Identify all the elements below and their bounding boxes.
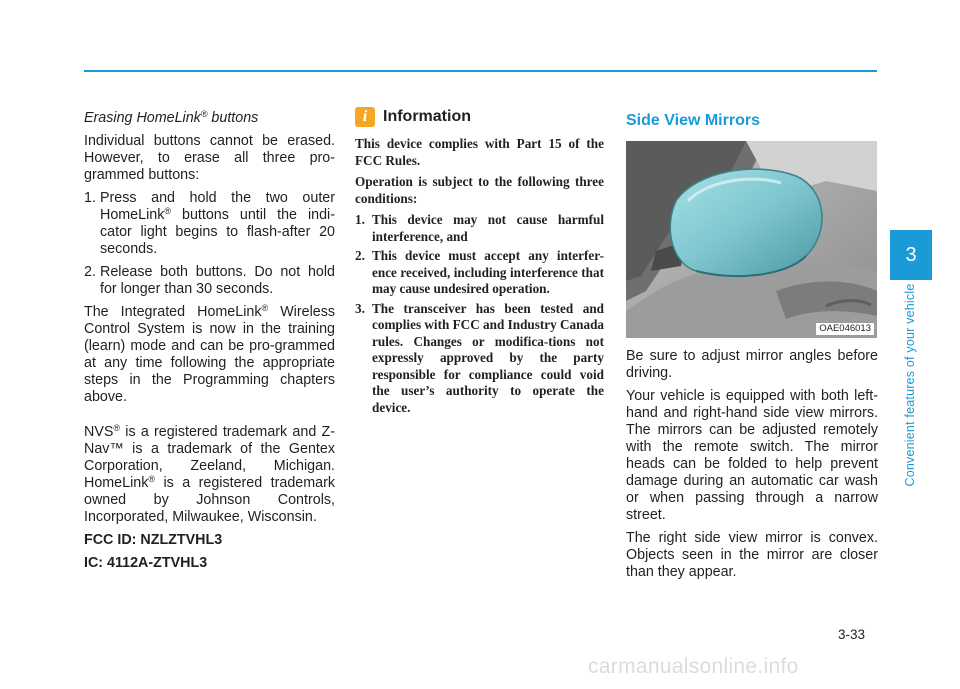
ic-id: IC: 4112A-ZTVHL3 (84, 555, 208, 571)
trademark-text-part: NVS (84, 424, 114, 440)
fcc-compliance-text: This device complies with Part 15 of the FCC Rules. (355, 136, 604, 168)
condition-number: 2. (355, 248, 365, 263)
registered-mark: ® (148, 474, 156, 484)
condition-text: This device must accept any interfer-ence received, including interference that may cause undesired operation. (372, 248, 604, 296)
information-title: Information (383, 107, 471, 125)
chapter-number-tab: 3 (890, 230, 932, 280)
step-text (100, 190, 335, 258)
side-mirror-illustration (626, 141, 877, 338)
condition-text: This device may not cause harmful interference, and (372, 212, 604, 244)
mirror-paragraph-3: The right side view mirror is convex. Objects seen in the mirror are closer than they appear. (626, 530, 878, 580)
training-paragraph (84, 304, 335, 406)
step-number: 2. (84, 264, 96, 280)
trademark-text-part: is a registered trademark owned by Johnson Controls, Incorporated, Milwaukee, Wisconsin. (84, 475, 335, 525)
training-text-part: The Integrated HomeLink (84, 304, 262, 320)
trademark-text-part: is a registered trademark and Z-Nav™ is a trademark of the Gentex Corporation, Zeeland, Michigan. HomeLink (84, 424, 335, 491)
page-number: 3-33 (838, 627, 866, 642)
registered-mark: ® (261, 303, 269, 313)
condition-number: 1. (355, 212, 365, 227)
info-icon: i (355, 107, 375, 127)
step-text: Release both buttons. Do not hold for longer than 30 seconds. (100, 264, 335, 297)
erasing-intro: Individual buttons cannot be erased. However, to erase all three pro-grammed buttons: (84, 133, 335, 183)
erasing-heading-suffix: buttons (207, 110, 259, 126)
condition-text: The transceiver has been tested and complies with FCC and Industry Canada rules. Changes or modifica-tions not expressly approved by the party responsible for compliance could void the user’s authority to operate the device. (372, 300, 604, 415)
step-text-part: Press and hold the two outer HomeLink (100, 190, 335, 223)
erasing-heading (84, 110, 335, 127)
step-number: 1. (84, 190, 96, 206)
trademark-paragraph (84, 424, 335, 526)
training-text-part: Wireless Control System is now in the training (learn) mode and can be pro-grammed at any time following the appropriate steps in the Programming chapters above. (84, 304, 335, 405)
mirror-paragraph-2: Your vehicle is equipped with both left-hand and right-hand side view mirrors. The mirrors can be adjusted remotely with the remote switch. The mirror heads can be folded to help prevent damage during an automatic car wash or when passing through a narrow street. (626, 388, 878, 523)
mirror-paragraph-1: Be sure to adjust mirror angles before driving. (626, 348, 878, 381)
step-text-part: buttons until the indi-cator light begins to flash-after 20 seconds. (100, 207, 335, 257)
figure-code: OAE046013 (816, 323, 874, 335)
watermark: carmanualsonline.info (588, 655, 799, 678)
erasing-steps (84, 190, 335, 298)
left-column (84, 110, 335, 578)
erasing-heading-text: Erasing HomeLink (84, 110, 201, 126)
registered-mark: ® (200, 109, 208, 119)
registered-mark: ® (164, 206, 172, 216)
information-header (355, 107, 604, 127)
list-item (355, 301, 604, 417)
list-item (84, 190, 335, 258)
side-mirror-figure (626, 141, 877, 338)
condition-number: 3. (355, 300, 365, 316)
registered-mark: ® (113, 423, 121, 433)
top-divider (84, 70, 877, 72)
section-title: Side View Mirrors (626, 112, 760, 129)
information-box (355, 107, 604, 422)
fcc-id: FCC ID: NZLZTVHL3 (84, 532, 223, 548)
list-item (355, 212, 604, 245)
chapter-title: Convenient features of your vehicle (903, 283, 917, 487)
right-column (626, 110, 878, 587)
conditions-intro: Operation is subject to the following three conditions: (355, 174, 604, 206)
list-item (84, 264, 335, 298)
conditions-list (355, 212, 604, 416)
list-item (355, 248, 604, 298)
